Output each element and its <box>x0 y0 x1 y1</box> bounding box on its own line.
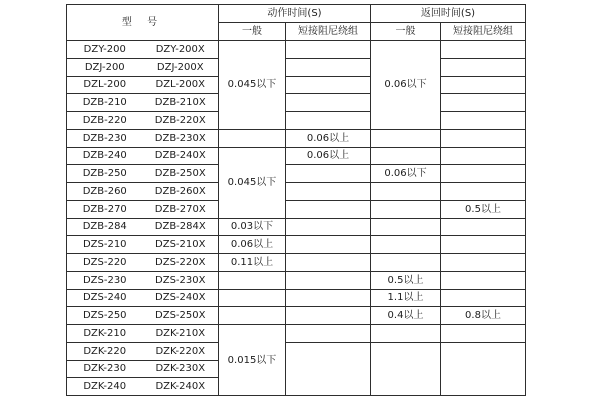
model-name: DZK-210X <box>155 327 206 339</box>
table-row <box>67 94 526 112</box>
model-pair <box>67 310 218 321</box>
action-damped-winding-cell <box>286 271 371 289</box>
return-general-cell <box>371 200 441 218</box>
table-row <box>67 41 526 59</box>
action-general-cell: 0.045以下 <box>219 41 286 130</box>
model-name: DZK-220 <box>83 345 127 357</box>
model-cell <box>67 147 219 165</box>
model-cell <box>67 342 219 360</box>
model-name: DZB-220X <box>154 114 206 126</box>
action-damped-winding-cell <box>286 165 371 183</box>
model-name: DZS-210 <box>82 239 127 251</box>
return-general-cell <box>371 254 441 272</box>
model-name: DZS-220X <box>155 256 206 268</box>
table-row <box>67 165 526 183</box>
return-general-cell: 0.06以下 <box>371 165 441 183</box>
action-damped-winding-cell <box>286 236 371 254</box>
action-damped-winding-cell <box>286 289 371 307</box>
action-damped-winding-cell <box>286 218 371 236</box>
return-damped-winding-cell <box>441 183 526 201</box>
return-damped-winding-cell <box>441 165 526 183</box>
model-cell <box>67 165 219 183</box>
return-general-cell <box>371 342 441 395</box>
model-pair <box>67 62 218 73</box>
action-damped-winding-cell <box>286 307 371 325</box>
action-damped-winding-cell <box>286 76 371 94</box>
model-cell <box>67 236 219 254</box>
model-name: DZS-230 <box>82 274 127 286</box>
action-general-cell: 0.045以下 <box>219 147 286 218</box>
header-return-general: 一般 <box>371 23 441 41</box>
table-header <box>67 5 526 41</box>
table-row <box>67 289 526 307</box>
action-general-cell <box>219 271 286 289</box>
return-damped-winding-cell <box>441 94 526 112</box>
model-pair <box>67 221 218 232</box>
model-pair <box>67 204 218 215</box>
return-damped-winding-cell <box>441 218 526 236</box>
return-damped-winding-cell <box>441 129 526 147</box>
model-name: DZB-220 <box>82 114 127 126</box>
model-cell <box>67 360 219 378</box>
return-damped-winding-cell <box>441 41 526 59</box>
model-cell <box>67 129 219 147</box>
model-cell <box>67 378 219 396</box>
relay-timing-table-wrap <box>66 4 526 396</box>
header-action-time: 动作时间(S) <box>219 5 371 23</box>
model-pair <box>67 292 218 303</box>
model-name: DZS-210X <box>155 239 206 251</box>
table-row <box>67 307 526 325</box>
model-name: DZY-200 <box>83 43 126 55</box>
table-row <box>67 218 526 236</box>
model-name: DZK-230X <box>155 363 206 375</box>
model-name: DZK-220X <box>155 345 206 357</box>
return-general-cell <box>371 218 441 236</box>
model-name: DZS-240X <box>155 292 206 304</box>
table-body <box>67 41 526 396</box>
model-name: DZB-230 <box>82 132 127 144</box>
return-damped-winding-cell <box>441 58 526 76</box>
model-cell <box>67 307 219 325</box>
model-cell <box>67 112 219 130</box>
model-name: DZB-270 <box>82 203 127 215</box>
model-cell <box>67 200 219 218</box>
model-name: DZJ-200 <box>84 61 125 73</box>
model-name: DZB-270X <box>154 203 206 215</box>
model-name: DZS-250 <box>82 310 127 322</box>
header-return-damped-winding: 短接阻尼绕组 <box>441 23 526 41</box>
action-damped-winding-cell <box>286 342 371 395</box>
model-name: DZK-210 <box>83 327 127 339</box>
return-general-cell: 0.4以上 <box>371 307 441 325</box>
model-pair <box>67 79 218 90</box>
action-damped-winding-cell <box>286 112 371 130</box>
action-general-cell: 0.06以上 <box>219 236 286 254</box>
model-cell <box>67 271 219 289</box>
model-cell <box>67 325 219 343</box>
return-damped-winding-cell <box>441 289 526 307</box>
model-cell <box>67 58 219 76</box>
model-name: DZB-260X <box>154 185 206 197</box>
model-name: DZS-230X <box>155 274 206 286</box>
model-pair <box>67 97 218 108</box>
table-row <box>67 183 526 201</box>
model-cell <box>67 289 219 307</box>
table-row <box>67 325 526 343</box>
action-general-cell: 0.015以下 <box>219 325 286 396</box>
table-row <box>67 236 526 254</box>
model-cell <box>67 254 219 272</box>
model-name: DZY-200X <box>155 43 205 55</box>
model-pair <box>67 239 218 250</box>
model-name: DZK-240 <box>83 381 127 393</box>
return-general-cell <box>371 147 441 165</box>
return-general-cell: 0.5以上 <box>371 271 441 289</box>
action-damped-winding-cell <box>286 200 371 218</box>
model-cell <box>67 183 219 201</box>
return-general-cell <box>371 325 441 343</box>
table-row <box>67 129 526 147</box>
model-name: DZB-284 <box>82 221 127 233</box>
return-damped-winding-cell <box>441 112 526 130</box>
header-model: 型 号 <box>67 5 219 41</box>
model-name: DZS-250X <box>155 310 206 322</box>
header-row-groups <box>67 5 526 23</box>
model-name: DZL-200 <box>83 79 127 91</box>
model-cell <box>67 41 219 59</box>
model-name: DZL-200X <box>155 79 205 91</box>
model-pair <box>67 257 218 268</box>
model-name: DZS-220 <box>82 256 127 268</box>
relay-timing-table <box>66 4 526 396</box>
model-name: DZB-284X <box>154 221 206 233</box>
action-damped-winding-cell <box>286 94 371 112</box>
model-pair <box>67 115 218 126</box>
action-damped-winding-cell <box>286 58 371 76</box>
model-name: DZJ-200X <box>156 61 204 73</box>
return-general-cell <box>371 129 441 147</box>
header-return-time: 返回时间(S) <box>371 5 526 23</box>
model-pair <box>67 168 218 179</box>
model-name: DZB-250 <box>82 168 127 180</box>
model-name: DZB-250X <box>154 168 206 180</box>
model-pair <box>67 186 218 197</box>
model-pair <box>67 363 218 374</box>
table-row <box>67 271 526 289</box>
model-pair <box>67 44 218 55</box>
action-damped-winding-cell <box>286 325 371 343</box>
model-pair <box>67 328 218 339</box>
return-damped-winding-cell <box>441 254 526 272</box>
table-row <box>67 112 526 130</box>
header-action-damped-winding: 短接阻尼绕组 <box>286 23 371 41</box>
return-general-cell: 0.06以下 <box>371 41 441 130</box>
action-damped-winding-cell: 0.06以上 <box>286 147 371 165</box>
action-damped-winding-cell <box>286 41 371 59</box>
model-pair <box>67 133 218 144</box>
table-row <box>67 200 526 218</box>
return-damped-winding-cell <box>441 342 526 395</box>
action-general-cell <box>219 129 286 147</box>
return-damped-winding-cell: 0.5以上 <box>441 200 526 218</box>
action-damped-winding-cell <box>286 254 371 272</box>
model-name: DZB-210X <box>154 97 206 109</box>
model-pair <box>67 346 218 357</box>
return-general-cell <box>371 236 441 254</box>
model-name: DZS-240 <box>82 292 127 304</box>
header-action-general: 一般 <box>219 23 286 41</box>
model-name: DZK-240X <box>155 381 206 393</box>
model-name: DZB-260 <box>82 185 127 197</box>
action-general-cell: 0.11以上 <box>219 254 286 272</box>
return-damped-winding-cell <box>441 236 526 254</box>
action-general-cell <box>219 307 286 325</box>
return-damped-winding-cell <box>441 147 526 165</box>
model-name: DZB-240X <box>154 150 206 162</box>
return-damped-winding-cell <box>441 325 526 343</box>
table-row <box>67 147 526 165</box>
action-damped-winding-cell <box>286 183 371 201</box>
model-cell <box>67 218 219 236</box>
model-pair <box>67 381 218 392</box>
model-pair <box>67 275 218 286</box>
model-name: DZB-230X <box>154 132 206 144</box>
model-cell <box>67 76 219 94</box>
model-name: DZB-240 <box>82 150 127 162</box>
table-row <box>67 58 526 76</box>
model-name: DZB-210 <box>82 97 127 109</box>
table-row <box>67 254 526 272</box>
model-name: DZK-230 <box>83 363 127 375</box>
return-damped-winding-cell <box>441 271 526 289</box>
return-general-cell <box>371 183 441 201</box>
return-damped-winding-cell <box>441 76 526 94</box>
return-damped-winding-cell: 0.8以上 <box>441 307 526 325</box>
action-damped-winding-cell: 0.06以上 <box>286 129 371 147</box>
return-general-cell: 1.1以上 <box>371 289 441 307</box>
model-pair <box>67 150 218 161</box>
table-row <box>67 342 526 360</box>
action-general-cell <box>219 289 286 307</box>
model-cell <box>67 94 219 112</box>
table-row <box>67 76 526 94</box>
action-general-cell: 0.03以下 <box>219 218 286 236</box>
